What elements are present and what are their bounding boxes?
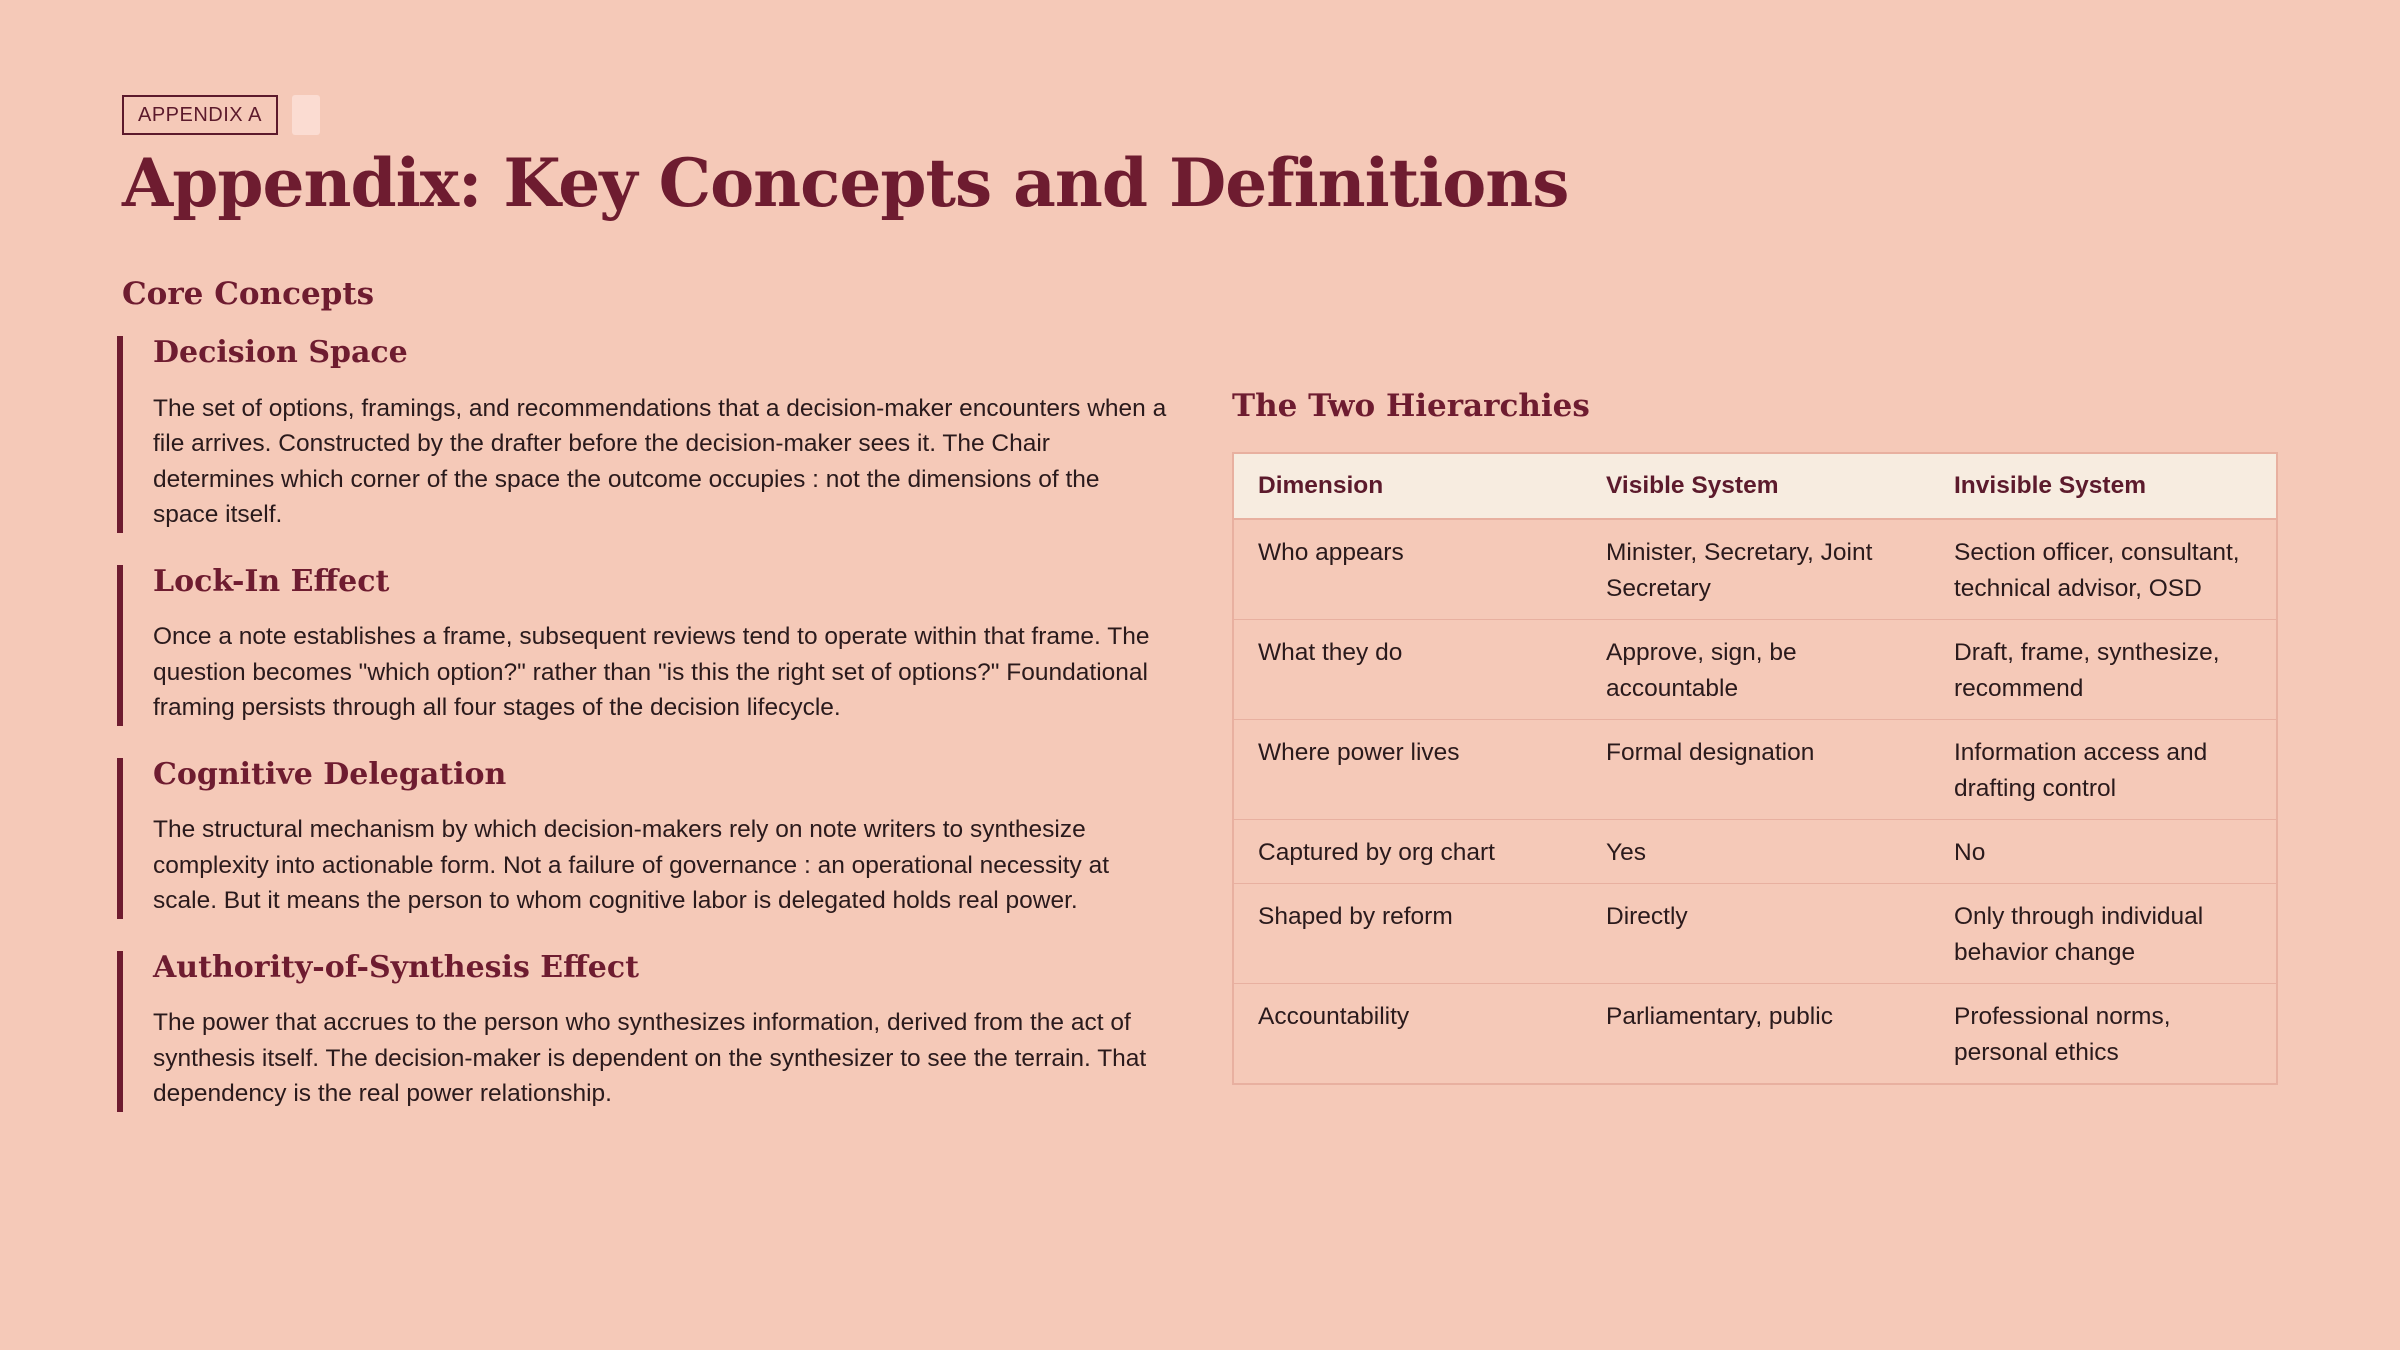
table-cell: Minister, Secretary, Joint Secretary [1582,519,1930,620]
concept-body: The structural mechanism by which decision-makers rely on note writers to synthesize complexity into actionable form. Not a failure of governance : an operational necessity at scale. But it means the person to whom cognitive labor is delegated holds real power. [153,816,1110,914]
table-cell: Where power lives [1233,720,1582,820]
concept-authority-of-synthesis [117,951,1167,1112]
concept-decision-space [117,336,1167,533]
table-cell: Yes [1582,820,1930,884]
table-cell: Information access and drafting control [1930,720,2277,820]
table-header-row [1233,453,2277,519]
concept-title: Lock-In Effect [153,563,390,599]
table-cell: What they do [1233,620,1582,720]
table-row [1233,620,2277,720]
concept-body: The set of options, framings, and recommendations that a decision-maker encounters when a file arrives. Constructed by the drafter before the decision-maker sees it. The Chair determines which corner of the space the outcome occupies : not the dimensions of the space itself. [153,394,1167,528]
column-header-visible-system: Visible System [1582,453,1930,519]
table-row [1233,820,2277,884]
table-row [1233,720,2277,820]
table-cell: Only through individual behavior change [1930,884,2277,984]
table-cell: Draft, frame, synthesize, recommend [1930,620,2277,720]
table-cell: Shaped by reform [1233,884,1582,984]
table-cell: Section officer, consultant, technical advisor, OSD [1930,519,2277,620]
page-title: Appendix: Key Concepts and Definitions [122,144,1569,222]
concept-title: Decision Space [153,335,408,370]
hierarchies-table [1232,452,2278,1085]
core-concepts-list [117,336,1167,1144]
hierarchies-heading: The Two Hierarchies [1232,388,1590,424]
table-row [1233,984,2277,1085]
table-cell: Directly [1582,884,1930,984]
concept-title: Authority-of-Synthesis Effect [153,949,639,985]
concept-body: The power that accrues to the person who synthesizes information, derived from the act of synthesis itself. The decision-maker is dependent on the synthesizer to see the terrain. That dependency is the real power relationship. [153,1009,1147,1107]
column-header-invisible-system: Invisible System [1930,453,2277,519]
core-concepts-heading: Core Concepts [122,276,375,312]
table-cell: Who appears [1233,519,1582,620]
concept-lock-in-effect [117,565,1167,726]
appendix-badge: APPENDIX A [122,95,278,135]
table-row [1233,884,2277,984]
table-row [1233,519,2277,620]
table-cell: Professional norms, personal ethics [1954,1003,2171,1066]
badge-chip [292,95,320,135]
table-cell: Accountability [1258,1003,1410,1030]
table-cell: No [1930,820,2277,884]
table-cell: Parliamentary, public [1606,1003,1833,1030]
concept-cognitive-delegation [117,758,1167,919]
column-header-dimension: Dimension [1233,453,1582,519]
table-cell: Formal designation [1582,720,1930,820]
table-cell: Captured by org chart [1233,820,1582,884]
header-row [122,95,320,135]
concept-title: Cognitive Delegation [153,756,507,792]
concept-body: Once a note establishes a frame, subsequent reviews tend to operate within that frame. The question becomes "which option?" rather than "is this the right set of options?" Foundational framing persists through all four stages of the decision lifecycle. [153,623,1150,721]
table-cell: Approve, sign, be accountable [1582,620,1930,720]
